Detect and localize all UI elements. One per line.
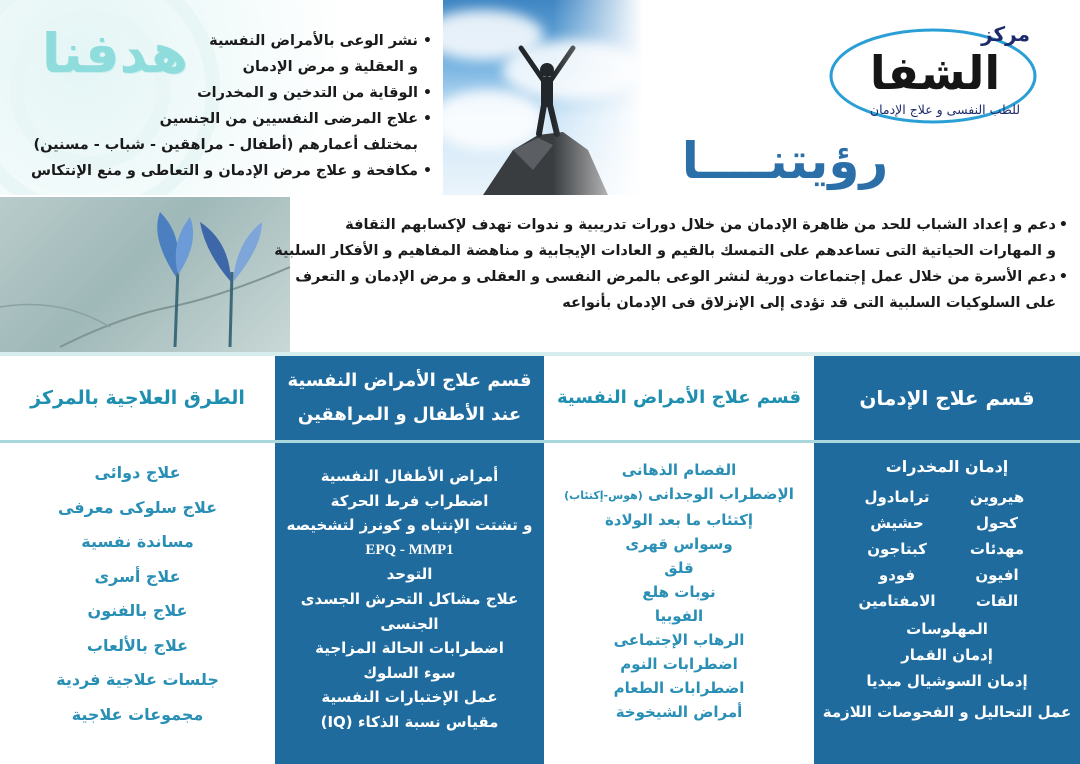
goals-list [32,28,432,184]
column-separator [275,440,544,443]
column-separator [0,440,275,443]
addiction-column-title [814,356,1080,440]
children-item: مقياس نسبة الذكاء (IQ) [320,712,499,731]
children-title-line1: قسم علاج الأمراض النفسية [287,370,532,391]
logo-subtitle: للطب النفسى و علاج الإدمان [869,102,1021,117]
methods-item: علاج أسرى [94,566,181,586]
children-item: و تشتت الإنتباه و كونرز لتشخيصه [286,516,533,535]
goals-item: و العقلية و مرض الإدمان [242,59,418,75]
psychiatry-column-title: قسم علاج الأمراض النفسية [556,387,802,408]
drug-item: الامفتامين [858,592,936,610]
mountain-photo [443,0,643,195]
methods-list [0,456,275,732]
drug-grid [847,484,1047,614]
goals-item: • علاج المرضى النفسيين من الجنسين [32,106,432,132]
methods-column-title: الطرق العلاجية بالمركز [30,387,245,409]
methods-item: علاج دوائى [94,463,181,482]
methods-item: مجموعات علاجية [71,704,204,724]
children-item: أمراض الأطفال النفسية [320,467,499,485]
logo-top-text: مركز [981,22,1030,46]
methods-column [0,356,275,764]
drug-item: افيون [975,566,1019,584]
drug-item: القات [975,592,1019,610]
logo-main-text: الشفا [869,46,1001,100]
column-separator [544,440,814,443]
psychiatry-item: وسواس قهرى [625,535,733,553]
children-title-block [287,364,531,432]
psychiatry-item-label: الإضطراب الوجدانى [648,485,794,503]
psychiatry-item: الفوبيا [654,607,704,625]
children-title-line2: عند الأطفال و المراهقين [297,404,522,425]
psychiatry-item [544,482,814,508]
psychiatry-item: قلق [664,559,694,577]
addiction-title-text: قسم علاج الإدمان [859,386,1035,410]
psychiatry-column [544,356,814,764]
psychiatry-item: اضطرابات النوم [620,655,738,673]
goals-title: هدفنا [41,22,189,85]
methods-item: مساندة نفسية [81,532,194,551]
psychiatry-item: الرهاب الإجتماعى [613,631,745,649]
goals-item: • مكافحة و علاج مرض الإدمان و التعاطى و منع الإنتكاس [32,158,432,184]
vision-item: • دعم الأسرة من خلال عمل إجتماعات دورية لنشر الوعى بالمرض النفسى و العقلى و مرض الإدمان و التعرف [298,264,1068,290]
drug-item: مهدئات [969,540,1025,558]
addiction-item: المهلوسات [906,620,988,638]
addiction-item: إدمان السوشيال ميديا [866,672,1028,690]
psychiatry-item: نوبات هلع [642,583,716,601]
vision-list [274,212,1068,316]
children-item: اضطرابات الحالة المزاجية [315,639,504,658]
goals-item: • الوقاية من التدخين و المخدرات [32,80,432,106]
vision-item: • دعم و إعداد الشباب للحد من ظاهرة الإدمان من خلال دورات تدريبية و ندوات تهدف لإكسابهم الثقافة [298,212,1068,238]
addiction-item: عمل التحاليل و الفحوصات اللازمة [822,703,1072,721]
children-item: عمل الإختبارات النفسية [321,688,498,707]
drug-item: فودو [878,566,916,584]
methods-item: علاج بالألعاب [86,635,189,655]
children-column [275,356,544,764]
sprout-illustration [0,197,290,352]
drug-item: هيروين [969,488,1025,506]
methods-item: علاج سلوكى معرفى [57,497,218,517]
vision-item: و المهارات الحياتية التى تساعدهم على التمسك بالقيم و العادات الإيجابية و مناهضة المفاهيم و الأفكار السلبية [274,243,1056,259]
drug-item: كحول [976,514,1018,532]
children-list [275,464,544,735]
children-item: اضطراب فرط الحركة [330,491,489,510]
children-item: علاج مشاكل التحرش الجسدى الجنسى [300,589,519,633]
vision-item: على السلوكيات السلبية التى قد تؤدى إلى الإنزلاق فى الإدمان بأنواعه [562,295,1056,311]
psychiatry-item: اضطرابات الطعام [613,679,745,697]
addiction-item: إدمان القمار [901,646,993,664]
bipolar-note: (هوس-إكتئاب) [564,489,643,502]
vision-title: رؤيتنــــا [681,132,889,190]
goals-item: بمختلف أعمارهم (أطفال - مراهقين - شباب - مسنين) [33,137,418,153]
methods-item: جلسات علاجية فردية [56,670,219,689]
sprout-photo [0,197,290,352]
addiction-heading: إدمان المخدرات [885,457,1009,476]
children-item: EPQ - MMP1 [365,541,454,558]
psychiatry-item: أمراض الشيخوخة [615,703,743,721]
addiction-column [814,356,1080,764]
drug-item: كبتاجون [867,540,927,558]
psychiatry-item: الفصام الذهانى [621,461,737,479]
methods-item: علاج بالفنون [87,601,188,620]
psychiatry-item: إكتئاب ما بعد الولادة [604,511,754,529]
drug-item: حشيش [870,514,924,532]
photo-fade [553,0,643,195]
psychiatry-list [544,458,814,724]
column-separator [814,440,1080,443]
children-column-title [275,356,544,440]
goals-item: • نشر الوعى بالأمراض النفسية [32,28,432,54]
center-logo [828,22,1038,126]
children-item: سوء السلوك [363,663,456,682]
drug-item: ترامادول [864,488,930,506]
addiction-list [814,454,1080,730]
children-item: التوحد [386,565,433,584]
